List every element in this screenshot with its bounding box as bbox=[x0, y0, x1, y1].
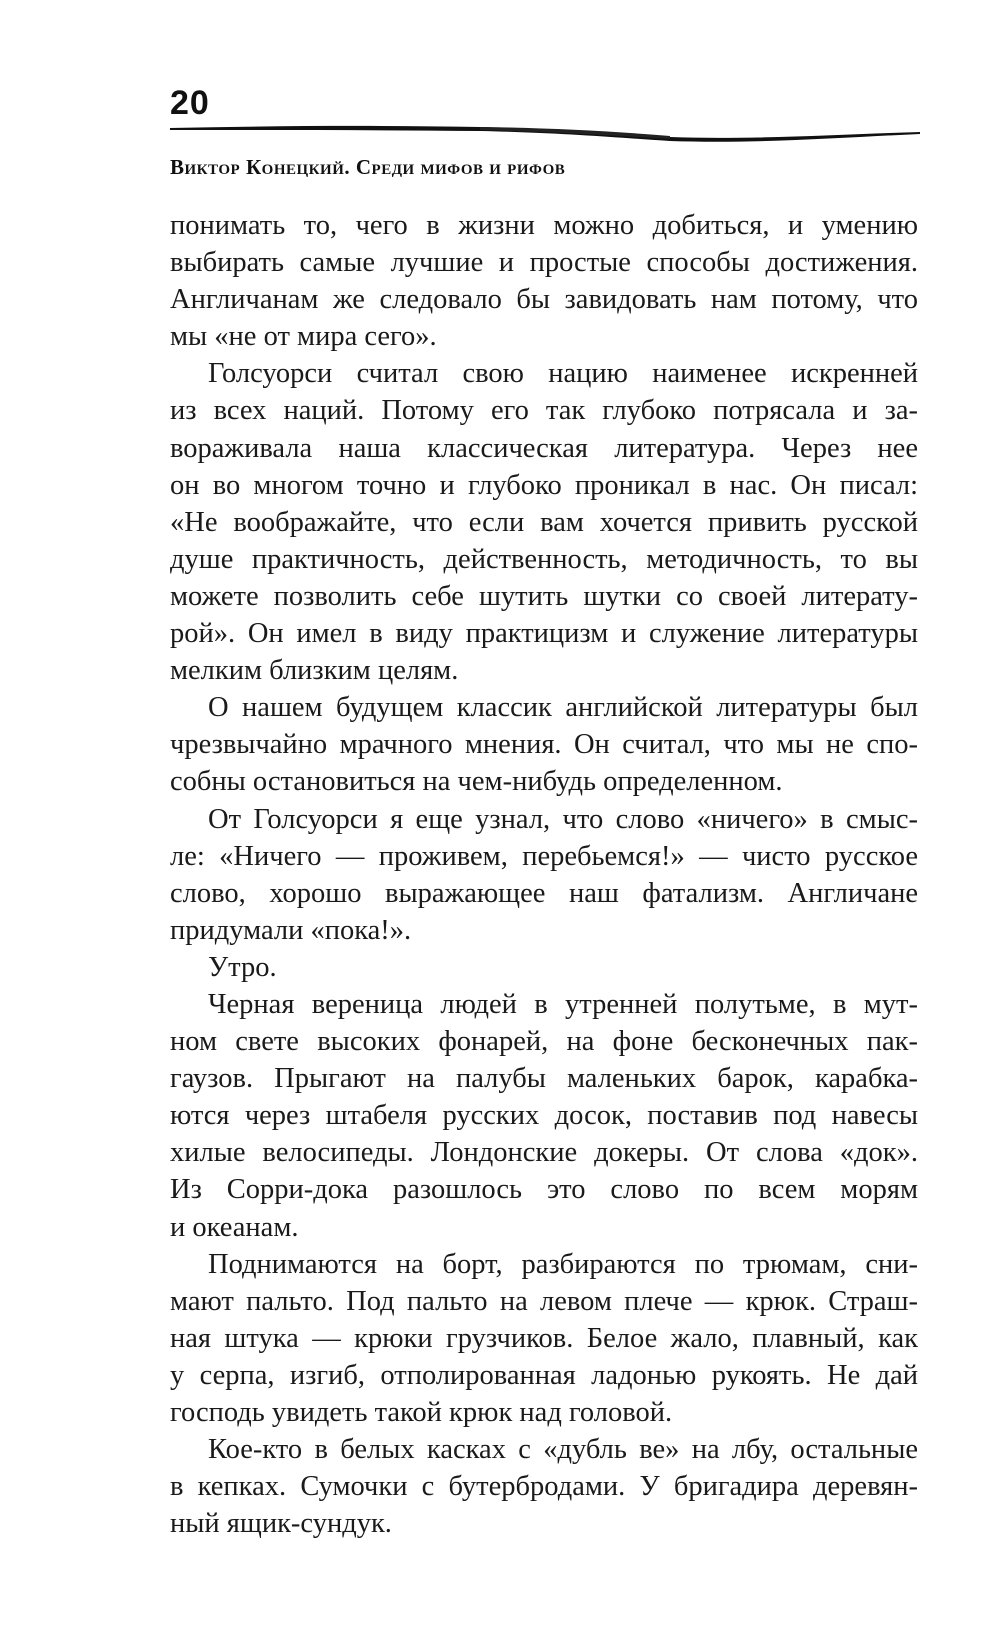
text-line: ле: «Ничего — проживем, перебьемся!» — чисто русское bbox=[170, 840, 918, 872]
paragraph bbox=[170, 1431, 918, 1542]
paragraph bbox=[170, 949, 918, 986]
text-line: вораживала наша классическая литература. Через нее bbox=[170, 432, 918, 464]
text-line: Утро. bbox=[208, 951, 277, 983]
text-line: собны остановиться на чем-нибудь определенном. bbox=[170, 766, 783, 798]
body-text bbox=[170, 207, 918, 1542]
text-line: чрезвычайно мрачного мнения. Он считал, что мы не спо- bbox=[170, 729, 918, 761]
text-line: рой». Он имел в виду практицизм и служение литературы bbox=[170, 618, 918, 650]
text-line: хилые велосипеды. Лондонские докеры. От слова «док». bbox=[170, 1137, 918, 1169]
text-line: Поднимаются на борт, разбираются по трюмам, сни- bbox=[208, 1248, 918, 1280]
paragraph bbox=[170, 207, 918, 355]
text-line: у серпа, изгиб, отполированная ладонью рукоять. Не дай bbox=[170, 1359, 918, 1391]
text-line: мелким близким целям. bbox=[170, 655, 459, 687]
text-line: Из Сорри-дока разошлось это слово по всем морям bbox=[170, 1174, 918, 1206]
text-line: Голсуорси считал свою нацию наименее искренней bbox=[208, 358, 918, 390]
text-line: слово, хорошо выражающее наш фатализм. Англичане bbox=[170, 877, 918, 909]
paragraph bbox=[170, 986, 918, 1246]
header-brush-rule bbox=[150, 122, 940, 152]
text-line: в кепках. Сумочки с бутербродами. У бригадира деревян- bbox=[170, 1471, 918, 1503]
text-line: мают пальто. Под пальто на левом плече — крюк. Страш- bbox=[170, 1285, 918, 1317]
text-line: ная штука — крюки грузчиков. Белое жало, плавный, как bbox=[170, 1322, 918, 1354]
paragraph bbox=[170, 689, 918, 800]
text-line: он во многом точно и глубоко проникал в нас. Он писал: bbox=[170, 469, 918, 501]
text-line: О нашем будущем классик английской литературы был bbox=[208, 692, 918, 724]
running-head: Виктор Конецкий. Среди мифов и рифов bbox=[170, 155, 566, 179]
text-line: мы «не от мира сего». bbox=[170, 321, 437, 353]
text-line: ются через штабеля русских досок, поставив под навесы bbox=[170, 1100, 918, 1132]
paragraph bbox=[170, 355, 918, 689]
page-number: 20 bbox=[170, 84, 210, 122]
text-line: выбирать самые лучшие и простые способы достижения. bbox=[170, 247, 918, 279]
text-line: господь увидеть такой крюк над головой. bbox=[170, 1397, 673, 1428]
text-line: «Не воображайте, что если вам хочется привить русской bbox=[170, 506, 918, 538]
text-line: ном свете высоких фонарей, на фоне бесконечных пак- bbox=[170, 1026, 918, 1058]
text-line: душе практичность, действенность, методичность, то вы bbox=[170, 543, 918, 575]
text-line: Англичанам же следовало бы завидовать нам потому, что bbox=[170, 284, 918, 316]
text-line: Кое-кто в белых касках с «дубль ве» на лбу, остальные bbox=[208, 1434, 918, 1466]
text-line: придумали «пока!». bbox=[170, 914, 412, 946]
text-line: понимать то, чего в жизни можно добиться, и умению bbox=[170, 210, 918, 241]
text-line: и океанам. bbox=[170, 1211, 299, 1243]
text-line: ный ящик-сундук. bbox=[170, 1508, 392, 1540]
text-line: гаузов. Прыгают на палубы маленьких барок, карабка- bbox=[170, 1063, 918, 1095]
text-line: из всех наций. Потому его так глубоко потрясала и за- bbox=[170, 395, 918, 427]
paragraph bbox=[170, 801, 918, 949]
paragraph bbox=[170, 1246, 918, 1431]
text-line: От Голсуорси я еще узнал, что слово «ничего» в смыс- bbox=[208, 803, 918, 835]
text-line: можете позволить себе шутить шутки со своей литерату- bbox=[170, 580, 918, 612]
text-line: Черная вереница людей в утренней полутьме, в мут- bbox=[208, 988, 918, 1020]
